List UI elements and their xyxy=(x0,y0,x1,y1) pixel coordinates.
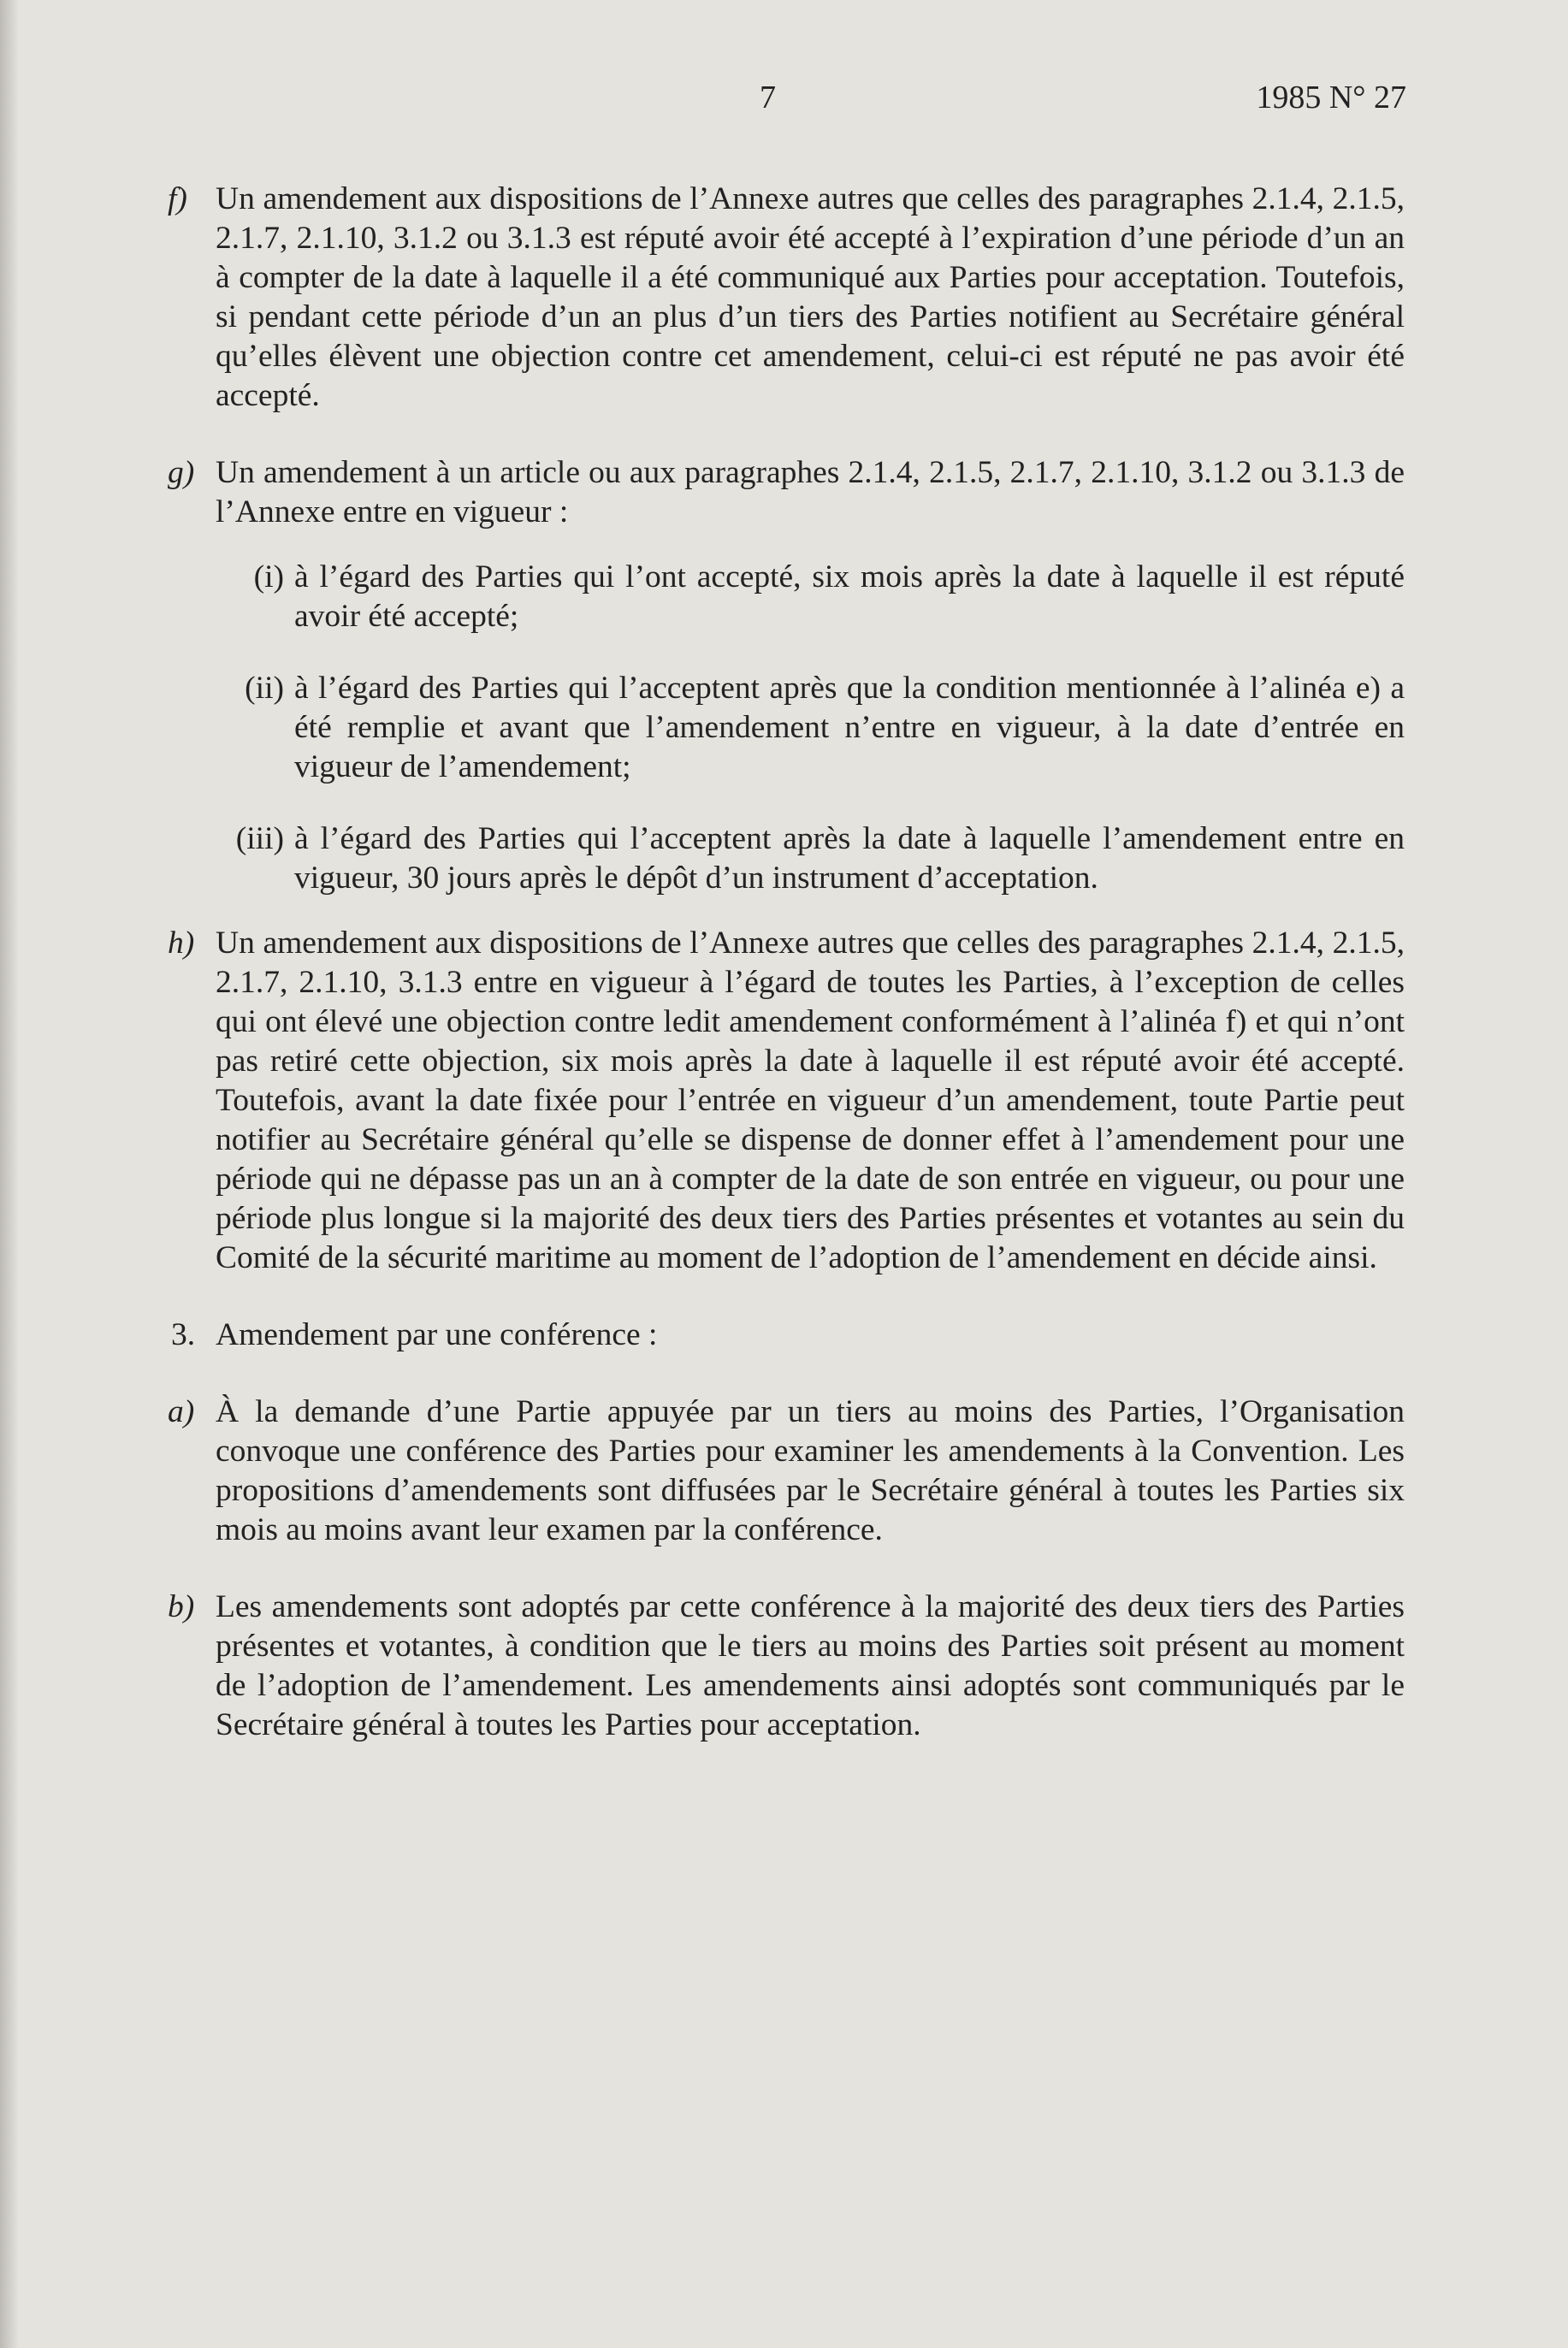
paragraph-marker: g) xyxy=(168,455,195,490)
section-3-heading xyxy=(163,1316,1405,1355)
paragraph-text: Un amendement à un article ou aux paragraphes 2.1.4, 2.1.5, 2.1.7, 2.1.10, 3.1.2 ou 3.1.3 de l’Annexe entre en vigueur : xyxy=(216,455,1405,529)
paragraph-f xyxy=(163,180,1405,416)
paragraph-marker: h) xyxy=(168,926,195,961)
page-binding-shadow xyxy=(0,0,19,2348)
paragraph-marker: f) xyxy=(168,181,187,216)
subparagraph-marker: (iii) xyxy=(235,821,284,856)
page-number: 7 xyxy=(760,80,776,115)
paragraph-b xyxy=(163,1588,1405,1745)
gazette-issue: 1985 N° 27 xyxy=(1256,80,1406,115)
paragraph-g xyxy=(163,453,1405,532)
subparagraph-i xyxy=(163,558,1405,636)
subparagraph-text: à l’égard des Parties qui l’acceptent après que la condition mentionnée à l’alinéa e) a été remplie et avant que l’amendement n’entre en vigueur, à la date d’entrée en vigueur de l’amendement; xyxy=(294,671,1405,784)
subparagraph-text: à l’égard des Parties qui l’acceptent après la date à laquelle l’amendement entre en vigueur, 30 jours après le dépôt d’un instrument d’acceptation. xyxy=(294,821,1405,896)
section-number: 3. xyxy=(171,1317,196,1352)
paragraph-a xyxy=(163,1393,1405,1550)
paragraph-h xyxy=(163,924,1405,1278)
document-body xyxy=(163,180,1405,1783)
paragraph-marker: a) xyxy=(168,1394,195,1429)
subparagraph-iii xyxy=(163,819,1405,898)
subparagraph-ii xyxy=(163,669,1405,787)
page-header xyxy=(216,79,1406,120)
paragraph-text: Un amendement aux dispositions de l’Annexe autres que celles des paragraphes 2.1.4, 2.1.5, 2.1.7, 2.1.10, 3.1.3 entre en vigueur à l’égard de toutes les Parties, à l’exception de celles qui ont élevé une objection contre ledit amendement conformément à l’alinéa f) et qui n’ont pas retiré cette objection, six mois après la date à laquelle il est réputé avoir été accepté. Toutefois, avant la date fixée pour l’entrée en vigueur d’un amendement, toute Partie peut notifier au Secrétaire général qu’elle se dispense de donner effet à l’amendement pour une période qui ne dépasse pas un an à compter de la date de son entrée en vigueur, ou pour une période plus longue si la majorité des deux tiers des Parties présentes et votantes au sein du Comité de la sécurité maritime au moment de l’adoption de l’amendement en décide ainsi. xyxy=(216,926,1405,1275)
subparagraph-marker: (ii) xyxy=(245,671,284,706)
paragraph-text: À la demande d’une Partie appuyée par un tiers au moins des Parties, l’Organisation convoque une conférence des Parties pour examiner les amendements à la Convention. Les propositions d’amendements sont diffusées par le Secrétaire général à toutes les Parties six mois au moins avant leur examen par la conférence. xyxy=(216,1394,1405,1547)
subparagraph-text: à l’égard des Parties qui l’ont accepté, six mois après la date à laquelle il est réputé avoir été accepté; xyxy=(294,559,1405,634)
paragraph-text: Les amendements sont adoptés par cette conférence à la majorité des deux tiers des Parties présentes et votantes, à condition que le tiers au moins des Parties soit présent au moment de l’adoption de l’amendement. Les amendements ainsi adoptés sont communiqués par le Secrétaire général à toutes les Parties pour acceptation. xyxy=(216,1589,1405,1742)
paragraph-marker: b) xyxy=(168,1589,195,1624)
section-title: Amendement par une conférence : xyxy=(216,1317,658,1352)
subparagraph-marker: (i) xyxy=(253,559,284,594)
paragraph-text: Un amendement aux dispositions de l’Annexe autres que celles des paragraphes 2.1.4, 2.1.5, 2.1.7, 2.1.10, 3.1.2 ou 3.1.3 est réputé avoir été accepté à l’expiration d’une période d’un an à compter de la date à laquelle il a été communiqué aux Parties pour acceptation. Toutefois, si pendant cette période d’un an plus d’un tiers des Parties notifient au Secrétaire général qu’elles élèvent une objection contre cet amendement, celui-ci est réputé ne pas avoir été accepté. xyxy=(216,181,1405,413)
